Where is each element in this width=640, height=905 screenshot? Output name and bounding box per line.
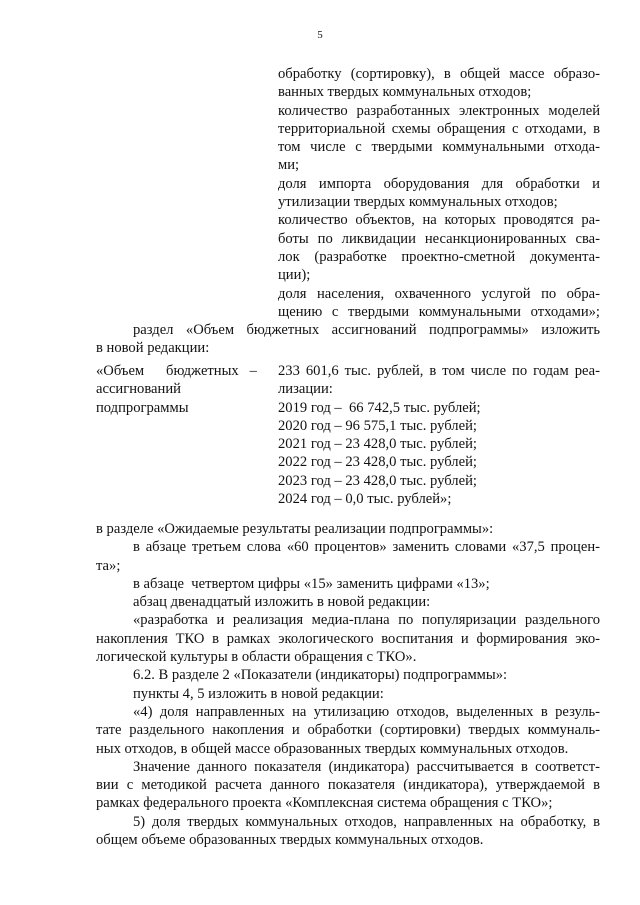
text-line: утилизации твердых коммунальных отходов; [278,194,558,211]
text-line: том числе с твердыми коммунальными отхода- [278,139,600,156]
text-line: 6.2. В разделе 2 «Показатели (индикаторы) подпрограммы»: [133,667,508,684]
text-line: «Объем бюджетных – [96,363,257,379]
text-line: доля импорта оборудования для обработки и [278,175,600,192]
indicator-list [278,65,600,321]
text-line: количество объектов, на которых проводятся ра- [278,212,600,229]
text-line: ми; [278,157,300,174]
text-line: 2022 год – 23 428,0 тыс. рублей; [278,454,477,471]
text-line: обработку (сортировку), в общей массе образо- [278,66,600,82]
budget-table-values [278,362,600,508]
text-line: ванных твердых коммунальных отходов; [278,84,532,101]
text-line: доля населения, охваченного услугой по обра- [278,285,600,302]
text-line: боты по ликвидации несанкционированных сва- [278,230,600,247]
text-line: 2020 год – 96 575,1 тыс. рублей; [278,417,477,434]
text-line: «4) доля направленных на утилизацию отходов, выделенных в резуль- [133,703,600,720]
text-line: вии с методикой расчета данного показателя (индикатора), утверждаемой в [96,777,600,794]
text-line: рамках федерального проекта «Комплексная система обращения с ТКО»; [96,795,553,812]
text-line: количество разработанных электронных моделей [278,102,600,119]
budget-table-label [96,362,266,417]
text-line: Значение данного показателя (индикатора) рассчитывается в соответст- [133,758,600,775]
body-text [96,520,600,849]
text-line: пункты 4, 5 изложить в новой редакции: [133,685,384,702]
text-line: 2021 год – 23 428,0 тыс. рублей; [278,436,477,453]
text-line: логической культуры в области обращения с ТКО». [96,649,417,666]
text-line: ции); [278,267,311,284]
page-number: 5 [317,29,323,41]
text-line: 2024 год – 0,0 тыс. рублей»; [278,491,452,508]
text-line: абзац двенадцатый изложить в новой редакции: [133,594,431,611]
text-line: лизации: [278,381,333,398]
text-line: ных отходов, в общей массе образованных твердых коммунальных отходов. [96,740,569,757]
text-line: ассигнований [96,381,181,398]
text-line: лок (разработке проектно-сметной документа- [278,248,600,265]
section-intro [96,321,600,358]
text-line: тате раздельного накопления и обработки (сортировки) твердых коммуналь- [96,722,600,739]
text-line: «разработка и реализация медиа-плана по популяризации раздельного [133,612,600,629]
text-line: 2023 год – 23 428,0 тыс. рублей; [278,472,477,489]
text-line: общем объеме образованных твердых коммунальных отходов. [96,832,484,849]
text-line: в абзаце третьем слова «60 процентов» заменить словами «37,5 процен- [133,539,600,556]
text-line: накопления ТКО в рамках экологического воспитания и формирования эко- [96,630,600,647]
text-line: в абзаце четвертом цифры «15» заменить цифрами «13»; [133,575,490,592]
text-line: 2019 год – 66 742,5 тыс. рублей; [278,399,481,416]
text-line: раздел «Объем бюджетных ассигнований подпрограммы» изложить [133,322,600,338]
text-line: щению с твердыми коммунальными отходами»; [278,303,600,320]
text-line: 233 601,6 тыс. рублей, в том числе по годам реа- [278,363,600,379]
text-line: в новой редакции: [96,340,210,357]
text-line: территориальной схемы обращения с отходами, в [278,120,600,137]
text-line: 5) доля твердых коммунальных отходов, направленных на обработку, в [133,813,600,830]
text-line: та»; [96,557,121,574]
text-line: в разделе «Ожидаемые результаты реализации подпрограммы»: [96,521,494,537]
text-line: подпрограммы [96,399,189,416]
